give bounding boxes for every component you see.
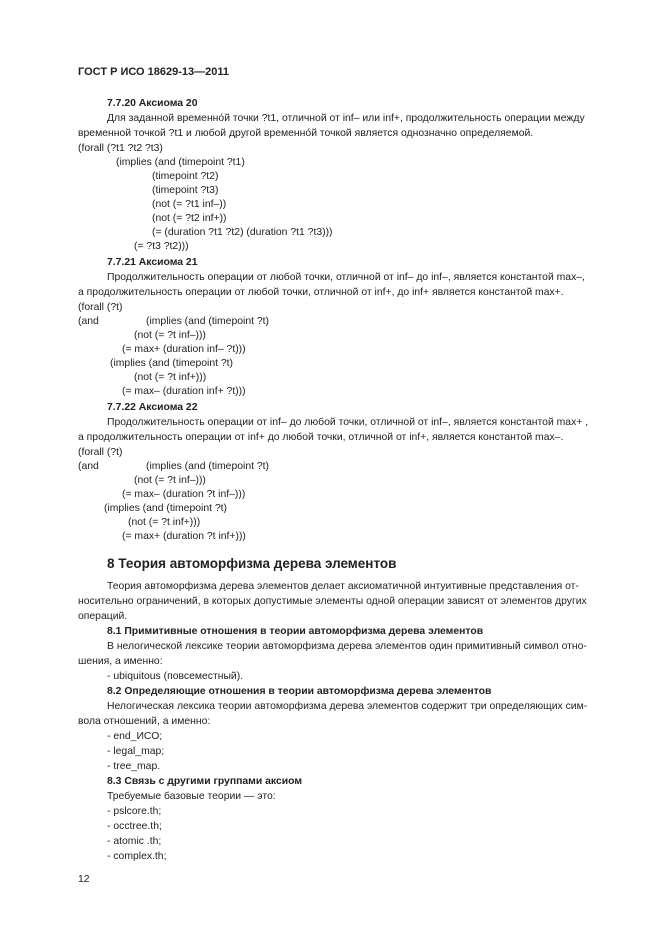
code-line: (= max– (duration ?t inf–))) (122, 489, 246, 500)
code-line: (forall (?t) (78, 447, 123, 458)
paragraph-line: а продолжительность операции от inf+ до любой точки, отличной от inf+, является константой max–. (78, 432, 564, 443)
section-heading: 8.3 Связь с другими группами аксиом (107, 776, 303, 787)
paragraph-line: Требуемые базовые теории — это: (107, 791, 276, 802)
code-line: (= max+ (duration ?t inf+))) (122, 531, 246, 542)
paragraph-line: операций. (78, 611, 128, 622)
list-item: - complex.th; (107, 851, 167, 862)
code-line: (not (= ?t1 inf–)) (152, 199, 227, 210)
code-line: (implies (and (timepoint ?t) (104, 503, 227, 514)
paragraph-line: носительно ограничений, в которых допустимые элементы одной операции зависят от элементов других (78, 596, 587, 607)
code-line: (not (= ?t inf–))) (134, 475, 206, 486)
code-line: (= max– (duration inf+ ?t))) (122, 386, 246, 397)
section-heading: 8.1 Примитивные отношения в теории автоморфизма дерева элементов (107, 626, 484, 637)
code-line: (implies (and (timepoint ?t1) (116, 157, 245, 168)
list-item: - pslcore.th; (107, 806, 162, 817)
code-line: (implies (and (timepoint ?t) (146, 316, 269, 327)
list-item: - atomic .th; (107, 836, 162, 847)
list-item: - legal_map; (107, 746, 165, 757)
list-item: - tree_map. (107, 761, 161, 772)
code-line: (= ?t3 ?t2))) (134, 241, 189, 252)
paragraph-line: вола отношений, а именно: (78, 716, 211, 727)
chapter-heading: 8 Теория автоморфизма дерева элементов (107, 556, 397, 571)
paragraph-line: временной точкой ?t1 и любой другой временно́й точкой является однозначно определяемой. (78, 128, 534, 139)
paragraph-line: Продолжительность операции от любой точки, отличной от inf– до inf–, является константой max–, (107, 272, 585, 283)
paragraph-line: Нелогическая лексика теории автоморфизма дерева элементов содержит три определяющих сим- (107, 701, 588, 712)
code-line: (and (78, 316, 99, 327)
paragraph-line: шения, а именно: (78, 656, 163, 667)
code-line: (timepoint ?t2) (152, 171, 219, 182)
code-line: (not (= ?t inf–))) (134, 330, 206, 341)
paragraph-line: а продолжительность операции от любой точки, отличной от inf+, до inf+ является константой max+. (78, 287, 564, 298)
code-line: (= (duration ?t1 ?t2) (duration ?t1 ?t3))) (152, 227, 333, 238)
paragraph-line: В нелогической лексике теории автоморфизма дерева элементов один примитивный символ отно- (107, 641, 587, 652)
code-line: (not (= ?t inf+))) (134, 372, 207, 383)
code-line: (= max+ (duration inf– ?t))) (122, 344, 246, 355)
section-heading: 7.7.21 Аксиома 21 (107, 257, 198, 268)
code-line: (and (78, 461, 99, 472)
code-line: (forall (?t) (78, 302, 123, 313)
page-number: 12 (78, 874, 90, 885)
section-heading: 7.7.22 Аксиома 22 (107, 402, 198, 413)
paragraph-line: Теория автоморфизма дерева элементов делает аксиоматичной интуитивные представления от- (107, 581, 579, 592)
code-line: (implies (and (timepoint ?t) (146, 461, 269, 472)
paragraph-line: Для заданной временно́й точки ?t1, отличной от inf– или inf+, продолжительность операции между (107, 113, 585, 124)
list-item: - end_ИСО; (107, 731, 163, 742)
section-heading: 7.7.20 Аксиома 20 (107, 98, 198, 109)
code-line: (not (= ?t2 inf+)) (152, 213, 227, 224)
list-item: - occtree.th; (107, 821, 162, 832)
list-item: - ubiquitous (повсеместный). (107, 671, 244, 682)
code-line: (implies (and (timepoint ?t) (110, 358, 233, 369)
paragraph-line: Продолжительность операции от inf– до любой точки, отличной от inf–, является константой max+ , (107, 417, 589, 428)
code-line: (timepoint ?t3) (152, 185, 219, 196)
section-heading: 8.2 Определяющие отношения в теории автоморфизма дерева элементов (107, 686, 492, 697)
document-header: ГОСТ Р ИСО 18629-13—2011 (78, 66, 230, 78)
code-line: (forall (?t1 ?t2 ?t3) (78, 143, 163, 154)
code-line: (not (= ?t inf+))) (128, 517, 201, 528)
